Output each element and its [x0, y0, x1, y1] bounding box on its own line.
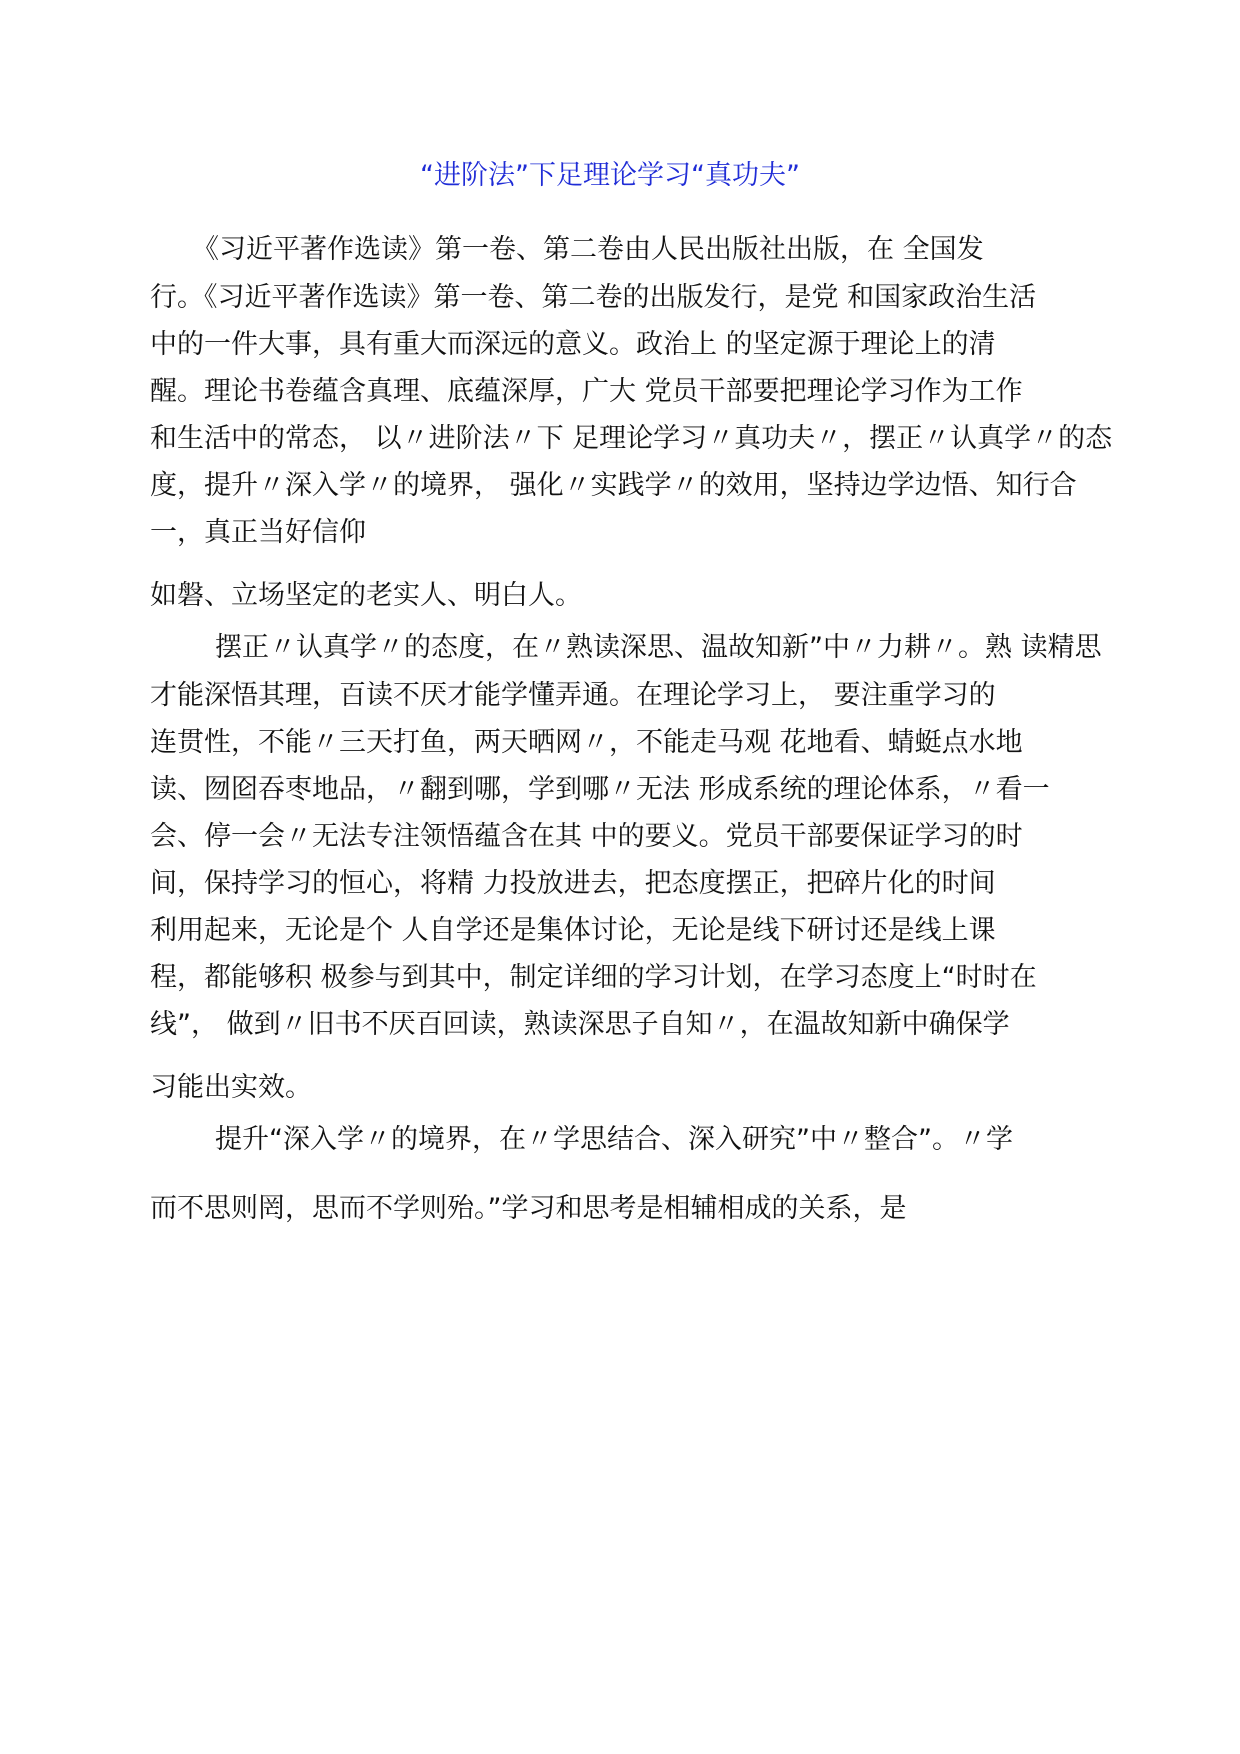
- text-line: 才能深悟其理，百读不厌才能学懂弄通。在理论学习上， 要注重学习的: [150, 680, 996, 711]
- text-line: 度，提升〃深入学〃的境界， 强化〃实践学〃的效用，坚持边学边悟、知行合: [150, 470, 1077, 501]
- text-line: 提升“深入学〃的境界，在〃学思结合、深入研究”中〃整合”。〃学: [215, 1124, 1013, 1155]
- text-line: 读、囫囵吞枣地品，〃翻到哪，学到哪〃无法 形成系统的理论体系，〃看一: [150, 774, 1050, 805]
- text-line: 而不思则罔，思而不学则殆。”学习和思考是相辅相成的关系，是: [150, 1193, 907, 1224]
- text-line: 线”， 做到〃旧书不厌百回读，熟读深思子自知〃，在温故知新中确保学: [150, 1009, 1010, 1040]
- text-line: 摆正〃认真学〃的态度，在〃熟读深思、温故知新”中〃力耕〃。熟 读精思: [215, 632, 1102, 663]
- text-line: 会、停一会〃无法专注领悟蕴含在其 中的要义。党员干部要保证学习的时: [150, 821, 1023, 852]
- document-title: “进阶法”下足理论学习“真功夫”: [420, 160, 800, 191]
- text-line: 中的一件大事，具有重大而深远的意义。政治上 的坚定源于理论上的清: [150, 329, 996, 360]
- text-line: 如磐、立场坚定的老实人、明白人。: [150, 580, 582, 611]
- text-line: 行。《习近平著作选读》第一卷、第二卷的出版发行，是党 和国家政治生活: [150, 282, 1037, 313]
- text-line: 间，保持学习的恒心，将精 力投放进去，把态度摆正，把碎片化的时间: [150, 868, 996, 899]
- text-line: 一，真正当好信仰: [150, 517, 366, 548]
- text-line: 连贯性，不能〃三天打鱼，两天晒网〃，不能走马观 花地看、蜻蜓点水地: [150, 727, 1023, 758]
- text-line: 和生活中的常态， 以〃进阶法〃下 足理论学习〃真功夫〃，摆正〃认真学〃的态: [150, 423, 1113, 454]
- text-line: 《习近平著作选读》第一卷、第二卷由人民出版社出版，在 全国发: [192, 234, 984, 265]
- text-line: 醒。理论书卷蕴含真理、底蕴深厚，广大 党员干部要把理论学习作为工作: [150, 376, 1023, 407]
- text-line: 习能出实效。: [150, 1072, 312, 1103]
- text-line: 利用起来，无论是个 人自学还是集体讨论，无论是线下研讨还是线上课: [150, 915, 996, 946]
- text-line: 程，都能够积 极参与到其中，制定详细的学习计划，在学习态度上“时时在: [150, 962, 1037, 993]
